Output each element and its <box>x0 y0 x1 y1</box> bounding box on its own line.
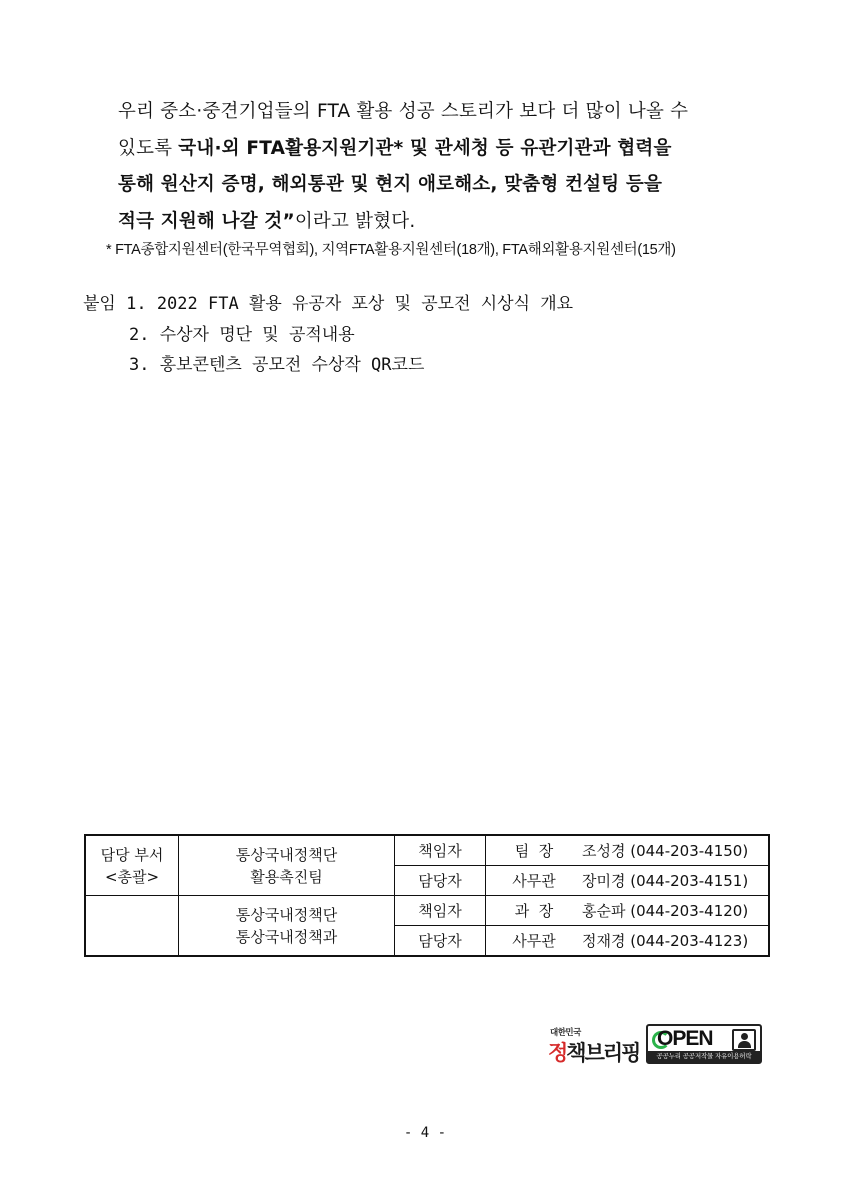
attachments-label: 붙임 <box>83 294 116 314</box>
paragraph-line-4 <box>118 204 774 241</box>
paragraph-line-3-bold: 통해 원산지 증명, 해외통관 및 현지 애로해소, 맞춤형 컨설팅 등을 <box>118 174 663 195</box>
role-cell: 담당자 <box>395 866 486 896</box>
paragraph-line-4-bold: 적극 지원해 나갈 것” <box>118 210 295 232</box>
unit-cell: 통상국내정책단 통상국내정책과 <box>179 896 395 957</box>
role-cell: 책임자 <box>395 896 486 926</box>
person-cell: 사무관 정재경 (044-203-4123) <box>486 926 770 957</box>
attachment-item-1: 붙임 1. 2022 FTA 활용 유공자 포상 및 공모전 시상식 개요 <box>83 294 574 314</box>
unit-cell: 통상국내정책단 활용촉진팀 <box>179 835 395 896</box>
logo-area <box>548 1024 768 1068</box>
attachments-list <box>83 289 573 381</box>
page-number: - 4 - <box>403 1125 447 1141</box>
person-cell: 팀 장 조성경 (044-203-4150) <box>486 835 770 866</box>
role-cell: 책임자 <box>395 835 486 866</box>
body-paragraph <box>118 94 774 240</box>
paragraph-line-2-bold: 국내·외 FTA활용지원기관* 및 관세청 등 유관기관과 협력을 <box>178 137 672 159</box>
paragraph-line-2 <box>118 131 774 168</box>
dept-empty-cell <box>85 896 179 957</box>
paragraph-line-4-plain: 이라고 밝혔다. <box>294 210 416 232</box>
footnote: * FTA종합지원센터(한국무역협회), 지역FTA활용지원센터(18개), FTA해외활용지원센터(15개) <box>106 242 676 258</box>
table-row <box>85 835 769 866</box>
person-attribution-icon <box>732 1029 756 1051</box>
contact-table <box>84 834 770 957</box>
attachment-item-2: 2. 수상자 명단 및 공적내용 <box>129 324 355 345</box>
paragraph-line-3 <box>118 167 774 204</box>
person-cell: 과 장 홍순파 (044-203-4120) <box>486 896 770 926</box>
table-row <box>85 896 769 926</box>
dept-label-cell: 담당 부서 <총괄> <box>85 835 179 896</box>
person-cell: 사무관 장미경 (044-203-4151) <box>486 866 770 896</box>
paragraph-line-1: 우리 중소·중견기업들의 FTA 활용 성공 스토리가 보다 더 많이 나올 수 <box>118 101 689 122</box>
role-cell: 담당자 <box>395 926 486 957</box>
policy-briefing-logo: 대한민국 정책브리핑 <box>548 1028 640 1065</box>
paragraph-line-2-plain: 있도록 <box>118 137 179 159</box>
attachment-item-3: 3. 홍보콘텐츠 공모전 수상작 QR코드 <box>129 355 425 375</box>
open-license-logo: OPEN 공공누리 공공저작물 자유이용허락 <box>646 1024 762 1064</box>
